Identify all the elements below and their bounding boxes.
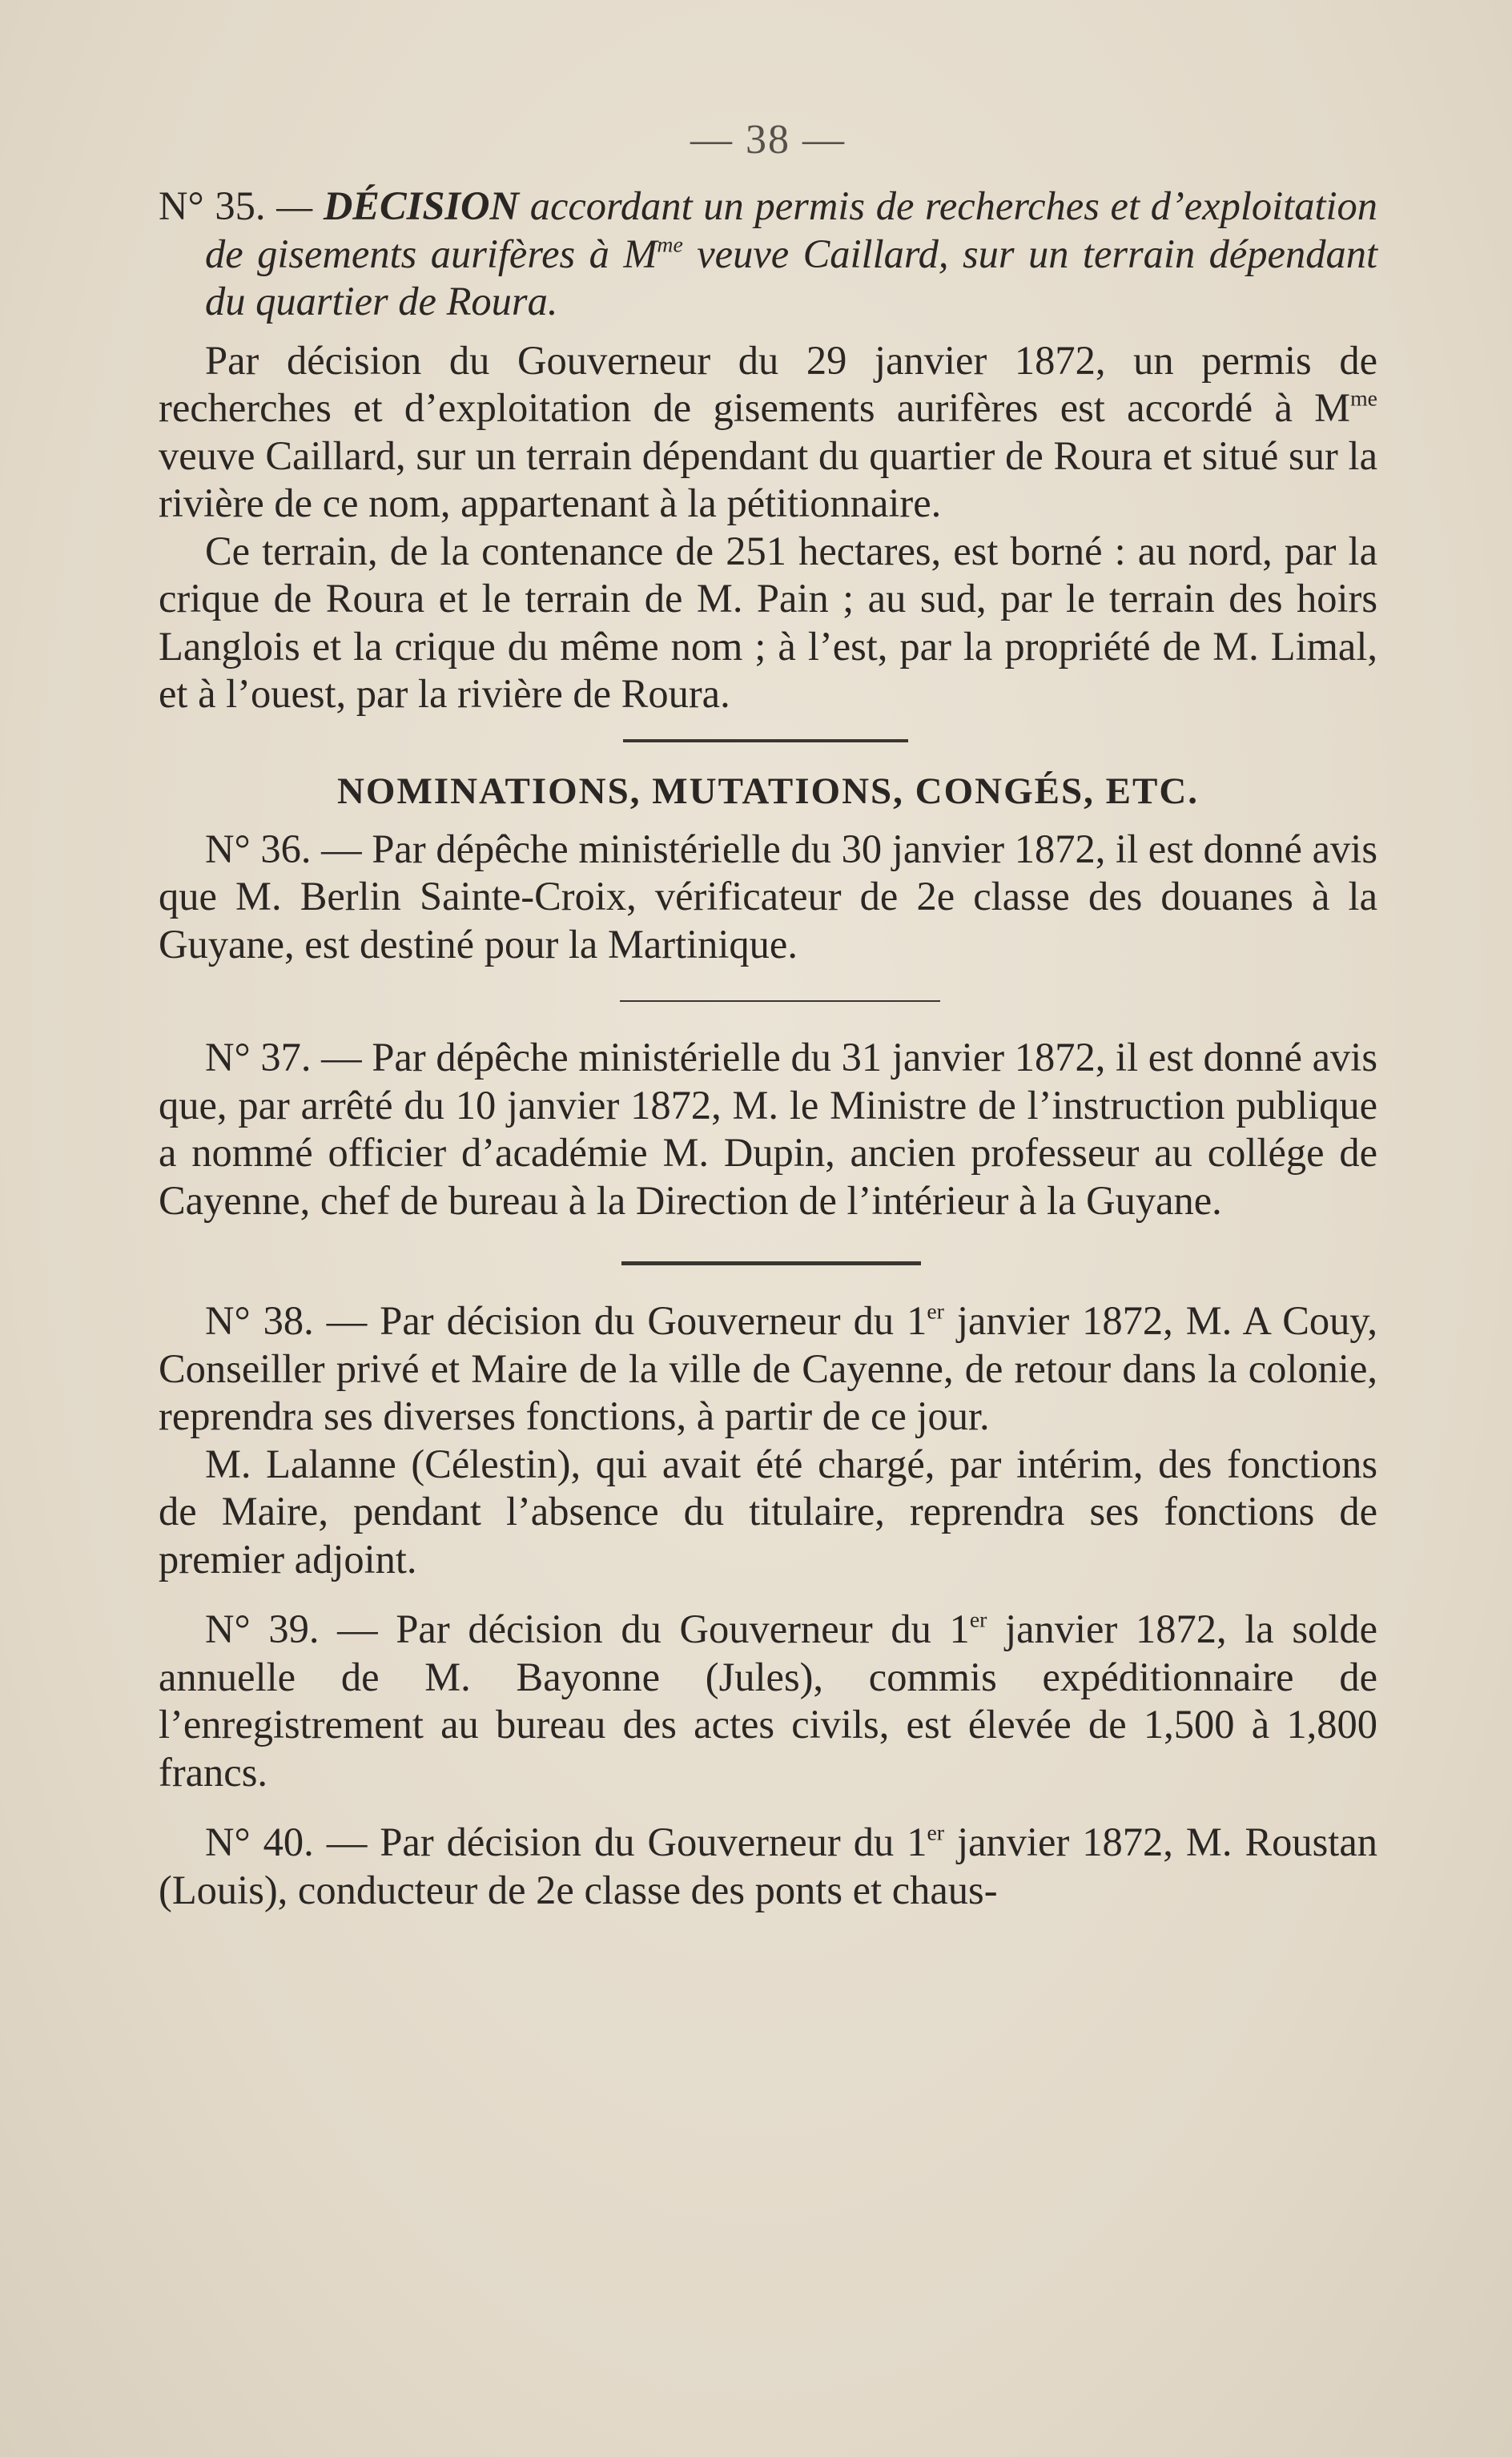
separator-rule (623, 739, 908, 742)
separator-rule (621, 1261, 921, 1265)
item-35-paragraph-1: Par décision du Gouverneur du 29 janvier 1872, un permis de recherches et d’exploitation de gisements aurifères est accordé à $M^{me}$ veuve Caillard, sur un terrain dépendant du quartier de Roura et situé sur la rivière de ce nom, appartenant à la pétitionnaire. (159, 337, 1377, 525)
text-column (159, 112, 1377, 1914)
decision-keyword: DÉCISION (323, 183, 519, 228)
item-37-paragraph: N° 37. — Par dépêche ministérielle du 31 janvier 1872, il est donné avis que, par arrêté du 10 janvier 1872, M. le Ministre de l’instruction publique a nommé officier d’académie M. Dupin, ancien professeur au collége de Cayenne, chef de bureau à la Direction de l’intérieur à la Guyane. (159, 1035, 1377, 1223)
item-35-heading: N° 35. — DÉCISION accordant un permis de recherches et d’exploitation de gisements aurifères à $M^{me}$ veuve Caillard, sur un terrain dépendant du quartier de Roura. (159, 183, 1378, 324)
item-38-paragraph-1: N° 38. — Par décision du Gouverneur du 1er janvier 1872, M. A Couy, Conseiller privé et Maire de la ville de Cayenne, de retour dans la colonie, reprendra ses diverses fonctions, à partir de ce jour. (159, 1298, 1377, 1438)
item-36-paragraph: N° 36. — Par dépêche ministérielle du 30 janvier 1872, il est donné avis que M. Berlin Sainte-Croix, vérificateur de 2e classe des douanes à la Guyane, est destiné pour la Martinique. (159, 826, 1377, 967)
separator-rule (620, 1000, 940, 1002)
section-title: NOMINATIONS, MUTATIONS, CONGÉS, ETC. (336, 770, 1200, 812)
spacer (159, 1796, 1377, 1819)
item-38-paragraph-2: M. Lalanne (Célestin), qui avait été chargé, par intérim, des fonctions de Maire, pendant l’absence du titulaire, reprendra ses fonctions de premier adjoint. (159, 1441, 1377, 1582)
item-35-paragraph-2: Ce terrain, de la contenance de 251 hectares, est borné : au nord, par la crique de Roura et le terrain de M. Pain ; au sud, par le terrain des hoirs Langlois et la crique du même nom ; à l’est, par la propriété de M. Limal, et à l’ouest, par la rivière de Roura. (159, 528, 1377, 716)
spacer (159, 1583, 1377, 1606)
item-40-paragraph: N° 40. — Par décision du Gouverneur du 1er janvier 1872, M. Roustan (Louis), conducteur de 2e classe des ponts et chaus- (159, 1820, 1377, 1912)
page-number: — 38 — (690, 117, 846, 163)
item-39-paragraph: N° 39. — Par décision du Gouverneur du 1er janvier 1872, la solde annuelle de M. Bayonne (Jules), commis expéditionnaire de l’enregistrement au bureau des actes civils, est élevée de 1,500 à 1,800 francs. (159, 1606, 1377, 1795)
